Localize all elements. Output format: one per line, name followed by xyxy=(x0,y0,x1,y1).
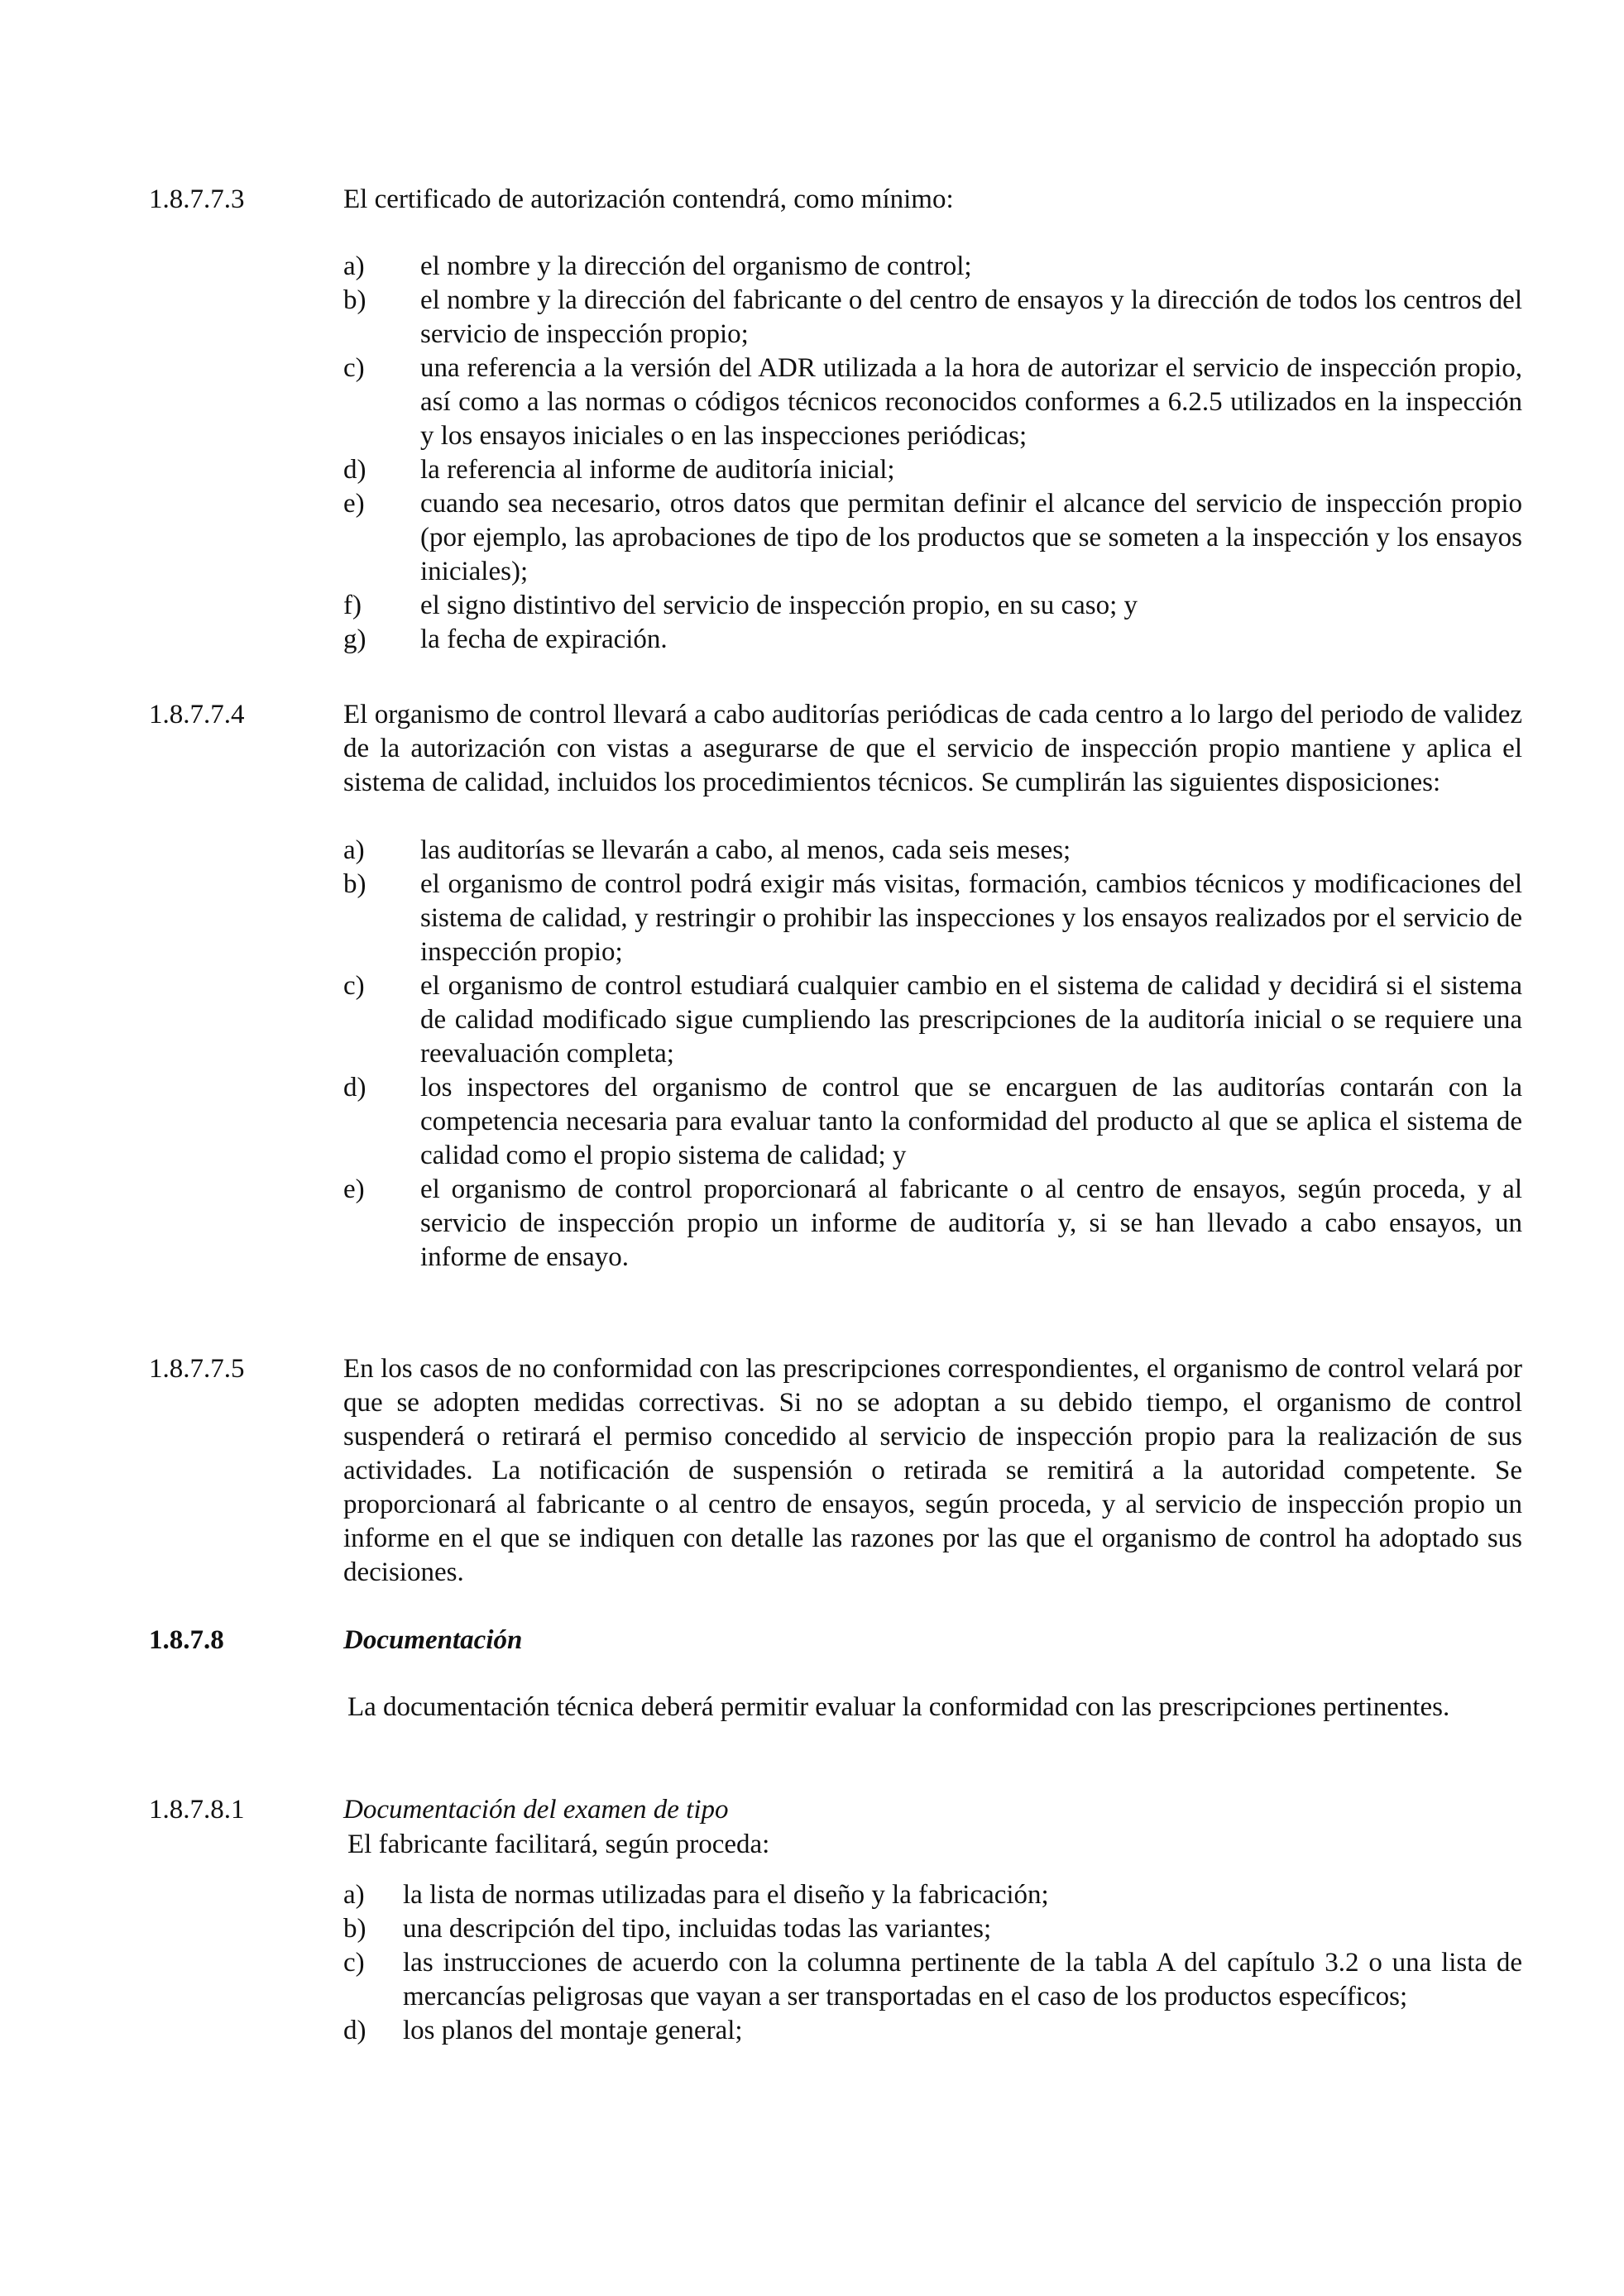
section-number: 1.8.7.7.4 xyxy=(149,700,245,729)
list-item xyxy=(343,2014,1522,2048)
item-list xyxy=(343,834,1522,1275)
item-text: cuando sea necesario, otros datos que permitan definir el alcance del servicio de inspección propio (por ejemplo, las aprobaciones de tipo de los productos que se someten a la inspección y los ensayos iniciales); xyxy=(420,489,1522,586)
list-item xyxy=(343,589,1522,623)
list-item xyxy=(343,1946,1522,2014)
item-letter: b) xyxy=(343,869,366,899)
list-item xyxy=(343,969,1522,1071)
section-intro: En los casos de no conformidad con las prescripciones correspondientes, el organismo de control velará por que se adopten medidas correctivas. Si no se adoptan a su debido tiempo, el organismo de control suspenderá o retirará el permiso concedido al servicio de inspección propio para la realización de sus actividades. La notificación de suspensión o retirada se remitirá a la autoridad competente. Se proporcionará al fabricante o al centro de ensayos, según proceda, y al servicio de inspección propio un informe en el que se indiquen con detalle las razones por las que el organismo de control ha adoptado sus decisiones. xyxy=(343,1354,1522,1587)
list-item xyxy=(343,868,1522,969)
section-subheading: Documentación del examen de tipo xyxy=(343,1795,729,1825)
section-number: 1.8.7.7.3 xyxy=(149,184,245,214)
list-item xyxy=(343,623,1522,657)
section-number: 1.8.7.8 xyxy=(149,1625,224,1655)
list-item xyxy=(343,453,1522,487)
section-1-8-7-8 xyxy=(149,1624,1526,1724)
item-text: el nombre y la dirección del organismo de control; xyxy=(420,251,972,281)
list-item xyxy=(343,1912,1522,1946)
item-text: las instrucciones de acuerdo con la columna pertinente de la tabla A del capítulo 3.2 o una lista de mercancías peligrosas que vayan a ser transportadas en el caso de los productos específicos; xyxy=(403,1948,1522,2011)
section-1-8-7-7-3 xyxy=(149,183,1526,657)
section-intro: El fabricante facilitará, según proceda: xyxy=(347,1830,770,1859)
item-letter: f) xyxy=(343,591,362,620)
item-text: la referencia al informe de auditoría inicial; xyxy=(420,455,895,485)
item-letter: e) xyxy=(343,489,365,519)
item-text: la fecha de expiración. xyxy=(420,624,668,654)
item-text: los inspectores del organismo de control que se encarguen de las auditorías contarán con la competencia necesaria para evaluar tanto la conformidad del producto al que se aplica el sistema de calidad como el propio sistema de calidad; y xyxy=(420,1073,1522,1170)
item-text: la lista de normas utilizadas para el diseño y la fabricación; xyxy=(403,1880,1049,1910)
list-item xyxy=(343,487,1522,589)
item-letter: a) xyxy=(343,835,365,865)
list-item xyxy=(343,250,1522,284)
list-item xyxy=(343,1878,1522,1912)
item-text: una descripción del tipo, incluidas todas las variantes; xyxy=(403,1914,992,1944)
item-text: las auditorías se llevarán a cabo, al menos, cada seis meses; xyxy=(420,835,1071,865)
item-text: una referencia a la versión del ADR utilizada a la hora de autorizar el servicio de inspección propio, así como a las normas o códigos técnicos reconocidos conformes a 6.2.5 utilizados en la inspección y los ensayos iniciales o en las inspecciones periódicas; xyxy=(420,353,1522,451)
item-letter: b) xyxy=(343,285,366,315)
item-list xyxy=(343,250,1522,657)
section-1-8-7-7-4 xyxy=(149,698,1526,1275)
section-intro: El organismo de control llevará a cabo auditorías periódicas de cada centro a lo largo del periodo de validez de la autorización con vistas a asegurarse de que el servicio de inspección propio mantiene y aplica el sistema de calidad, incluidos los procedimientos técnicos. Se cumplirán las siguientes disposiciones: xyxy=(343,700,1522,797)
item-letter: c) xyxy=(343,1948,365,1978)
section-1-8-7-7-5 xyxy=(149,1352,1526,1590)
item-letter: c) xyxy=(343,971,365,1001)
item-letter: b) xyxy=(343,1914,366,1944)
item-letter: c) xyxy=(343,353,365,383)
item-letter: d) xyxy=(343,1073,366,1103)
section-intro: La documentación técnica deberá permitir evaluar la conformidad con las prescripciones pertinentes. xyxy=(347,1692,1450,1722)
item-text: el organismo de control proporcionará al fabricante o al centro de ensayos, según proceda, y al servicio de inspección propio un informe de auditoría y, si se han llevado a cabo ensayos, un informe de ensayo. xyxy=(420,1174,1522,1272)
item-text: los planos del montaje general; xyxy=(403,2016,743,2045)
item-text: el organismo de control podrá exigir más visitas, formación, cambios técnicos y modificaciones del sistema de calidad, y restringir o prohibir las inspecciones y los ensayos realizados por el servicio de inspección propio; xyxy=(420,869,1522,967)
list-item xyxy=(343,352,1522,453)
list-item xyxy=(343,1071,1522,1173)
item-letter: a) xyxy=(343,251,365,281)
item-text: el nombre y la dirección del fabricante o del centro de ensayos y la dirección de todos los centros del servicio de inspección propio; xyxy=(420,285,1522,349)
list-item xyxy=(343,1173,1522,1275)
item-letter: d) xyxy=(343,2016,366,2045)
item-letter: g) xyxy=(343,624,366,654)
list-item xyxy=(343,834,1522,868)
item-text: el signo distintivo del servicio de inspección propio, en su caso; y xyxy=(420,591,1138,620)
section-number: 1.8.7.8.1 xyxy=(149,1795,245,1825)
list-item xyxy=(343,284,1522,352)
item-letter: d) xyxy=(343,455,366,485)
item-text: el organismo de control estudiará cualquier cambio en el sistema de calidad y decidirá si el sistema de calidad modificado sigue cumpliendo las prescripciones de la auditoría inicial o se requiere una reevaluación completa; xyxy=(420,971,1522,1069)
section-1-8-7-8-1 xyxy=(149,1793,1526,2048)
item-letter: e) xyxy=(343,1174,365,1204)
section-intro: El certificado de autorización contendrá, como mínimo: xyxy=(343,184,954,214)
section-number: 1.8.7.7.5 xyxy=(149,1354,245,1384)
section-heading: Documentación xyxy=(343,1625,523,1655)
item-list xyxy=(343,1878,1522,2048)
item-letter: a) xyxy=(343,1880,365,1910)
